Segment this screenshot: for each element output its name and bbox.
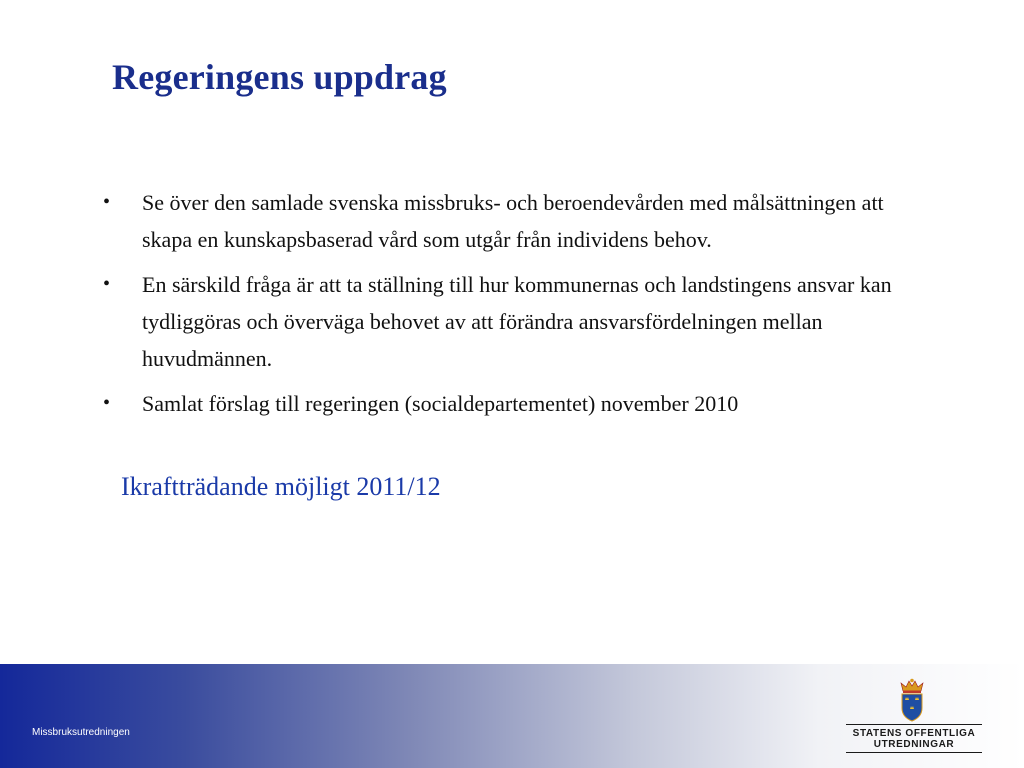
logo-rule-top <box>846 724 982 725</box>
sou-logo <box>846 678 982 756</box>
bullet-marker: • <box>103 191 111 213</box>
swedish-crown-shield-icon <box>896 678 928 722</box>
bullet-text: Se över den samlade svenska missbruks- och beroendevården med målsättningen att skapa en kunskapsbaserad vård som utgår från individens behov. <box>142 190 884 252</box>
bullet-item-1 <box>100 184 930 258</box>
logo-rule-bottom <box>846 752 982 753</box>
bullet-list <box>100 184 930 430</box>
logo-text-line-1: STATENS OFFENTLIGA <box>852 728 976 739</box>
bullet-marker: • <box>103 392 111 414</box>
logo-text-line-2: UTREDNINGAR <box>873 739 955 750</box>
bullet-item-3 <box>100 385 930 422</box>
implementation-note: Ikraftträdande möjligt 2011/12 <box>121 472 441 501</box>
slide-title: Regeringens uppdrag <box>112 57 447 97</box>
bullet-marker: • <box>103 273 111 295</box>
footer-label: Missbruksutredningen <box>32 727 130 738</box>
bullet-item-2 <box>100 266 930 377</box>
bullet-text: Samlat förslag till regeringen (socialdepartementet) november 2010 <box>142 391 739 416</box>
bullet-text: En särskild fråga är att ta ställning till hur kommunernas och landstingens ansvar kan tydliggöras och överväga behovet av att förändra ansvarsfördelningen mellan huvudmännen. <box>142 272 892 371</box>
